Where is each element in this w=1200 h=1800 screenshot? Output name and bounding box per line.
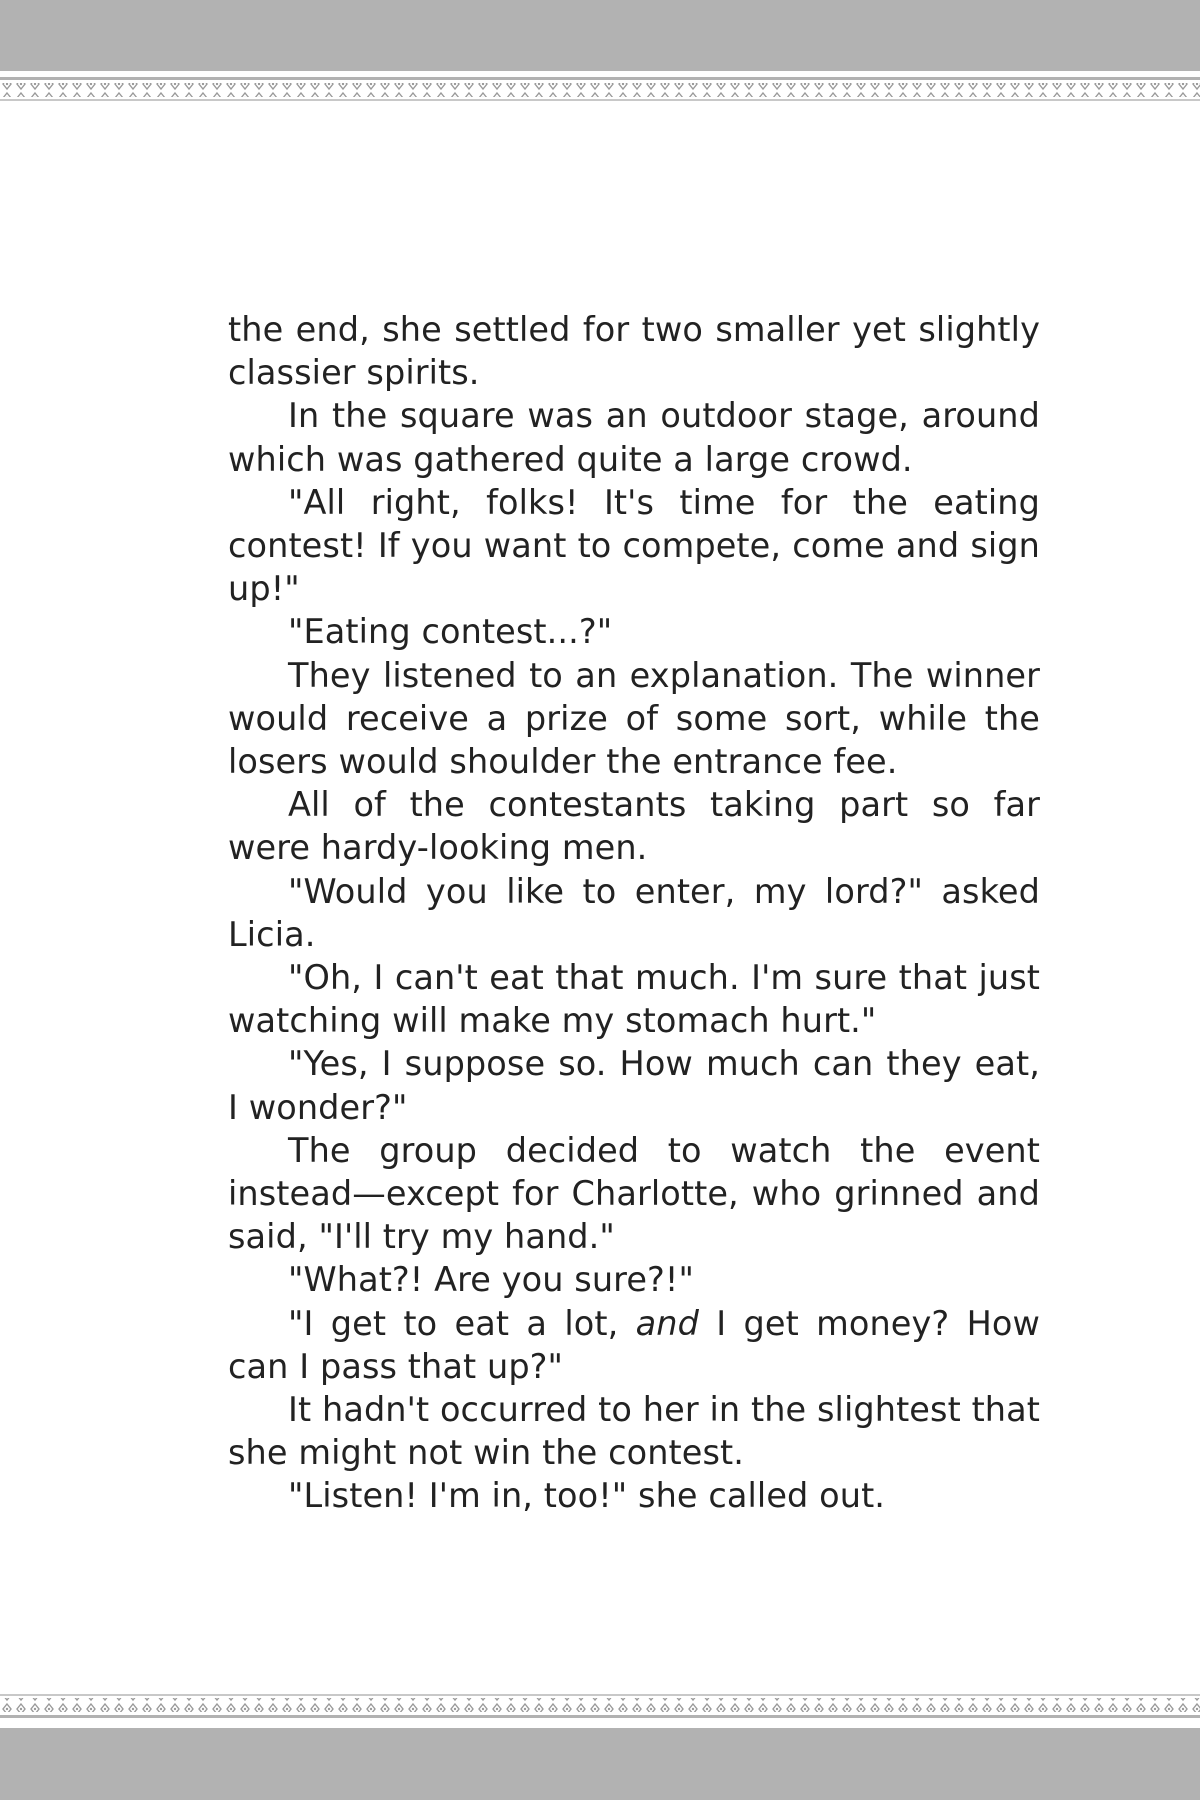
paragraph-text: "I get to eat a lot, — [288, 1303, 636, 1343]
paragraph: "Oh, I can't eat that much. I'm sure that just watching will make my stomach hurt." — [228, 958, 1040, 1041]
paragraph: "What?! Are you sure?!" — [288, 1260, 694, 1300]
paragraph: "Eating contest...?" — [288, 612, 613, 652]
paragraph: "Yes, I suppose so. How much can they eat, I wonder?" — [228, 1044, 1040, 1127]
paragraph — [228, 1302, 1040, 1388]
paragraph: "Would you like to enter, my lord?" asked Licia. — [228, 871, 1040, 954]
top-ornament-border — [0, 77, 1200, 121]
paragraph: The group decided to watch the event instead—except for Charlotte, who grinned and said, "I'll try my hand." — [228, 1130, 1040, 1257]
bottom-ornament-border — [0, 1674, 1200, 1718]
paragraph: In the square was an outdoor stage, around which was gathered quite a large crowd. — [228, 396, 1040, 479]
paragraph: "All right, folks! It's time for the eating contest! If you want to compete, come and sign up!" — [228, 482, 1040, 609]
paragraph: They listened to an explanation. The winner would receive a prize of some sort, while the losers would shoulder the entrance fee. — [228, 655, 1040, 782]
emphasis-text: and — [635, 1303, 699, 1343]
paragraph: All of the contestants taking part so far were hardy-looking men. — [228, 785, 1040, 868]
paragraph: It hadn't occurred to her in the slightest that she might not win the contest. — [228, 1390, 1040, 1473]
paragraph: "Listen! I'm in, too!" she called out. — [288, 1476, 886, 1516]
body-text — [228, 308, 1040, 1518]
top-gray-band — [0, 0, 1200, 71]
paragraph-text: I get money? How can I pass that up?" — [228, 1303, 1040, 1386]
bottom-gray-band — [0, 1728, 1200, 1800]
paragraph: the end, she settled for two smaller yet slightly classier spirits. — [228, 310, 1040, 393]
